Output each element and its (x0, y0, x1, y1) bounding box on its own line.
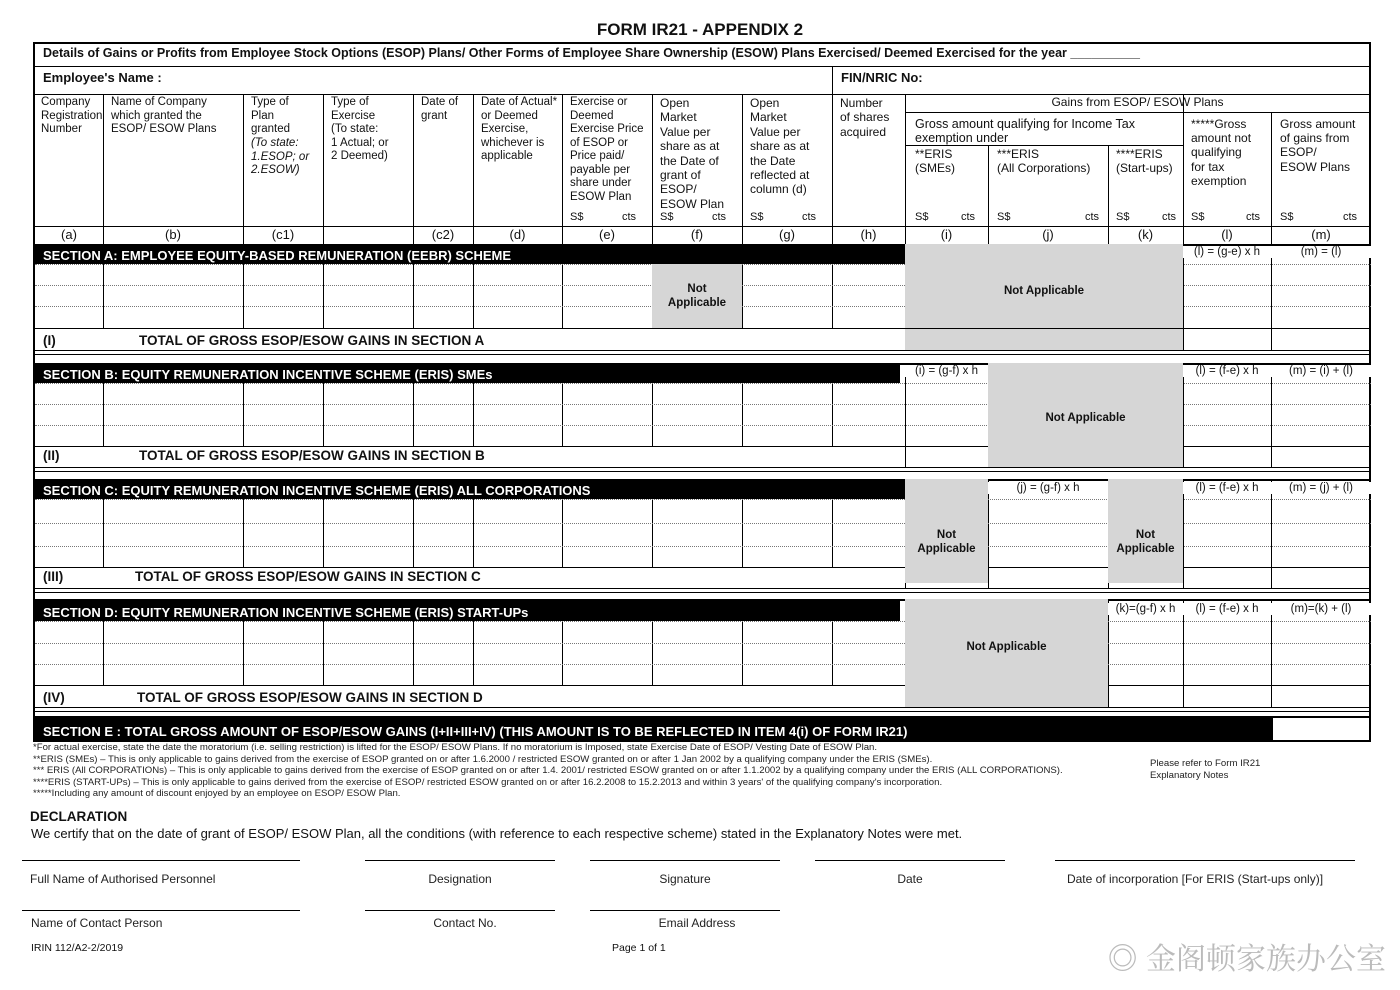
section-a-na-f: Not Applicable (667, 283, 727, 309)
col-letter-k: (k) (1137, 227, 1154, 242)
col-g-cents: cts (802, 211, 817, 223)
section-c-formula-l: (l) = (f-e) x h (1183, 482, 1271, 494)
section-c-formula-j: (j) = (g-f) x h (988, 482, 1108, 494)
watermark-text: 金阁顿家族办公室 (1146, 943, 1386, 976)
section-d-na-ij: Not Applicable (966, 641, 1047, 653)
section-e-title: SECTION E : TOTAL GROSS AMOUNT OF ESOP/ESOW GAINS (I+II+III+IV) (THIS AMOUNT IS TO BE REFLECTED IN ITEM 4(i) OF FORM IR21) (35, 718, 1273, 742)
col-k-header: ****ERIS (Start-ups) (1116, 147, 1173, 175)
col-b-header: Name of Company which granted the ESOP/ ESOW Plans (111, 96, 217, 135)
section-a-total-label: TOTAL OF GROSS ESOP/ESOW GAINS IN SECTION A (139, 333, 485, 348)
section-d-formula-k: (k)=(g-f) x h (1108, 603, 1183, 615)
col-f-currency: S$ (660, 211, 674, 223)
section-b-total-num: (II) (43, 448, 60, 463)
col-letter-e: (e) (599, 227, 615, 242)
fin-nric-label: FIN/NRIC No: (841, 70, 923, 85)
designation-field[interactable]: Designation (428, 872, 492, 886)
col-letter-g: (g) (779, 227, 795, 242)
col-h-header: Number of shares acquired (840, 96, 890, 139)
signature-field[interactable]: Signature (659, 872, 711, 886)
col-i-currency: S$ (915, 211, 929, 223)
col-l-currency: S$ (1191, 211, 1205, 223)
employee-name-label: Employee's Name : (43, 70, 162, 85)
col-f-cents: cts (712, 211, 727, 223)
section-c-na-k: Not Applicable (1116, 529, 1175, 555)
incorporation-date-field[interactable]: Date of incorporation [For ERIS (Start-ups only)] (1066, 872, 1324, 886)
col-f-header: Open Market Value per share as at the Date of grant of ESOP/ ESOW Plan (660, 96, 725, 211)
footnote-2: **ERIS (SMEs) – This is only applicable to gains derived from the exercise of ESOP granted on or after 1.6.2000 / restricted ESOW granted on or after 1 Jan 2002 by a qualifying company under the ERIS (SMEs). (33, 753, 933, 765)
col-c2-header: Type of Exercise (To state: 1 Actual; or 2 Deemed) (331, 96, 389, 162)
col-m-currency: S$ (1280, 211, 1294, 223)
section-d-title: SECTION D: EQUITY REMUNERATION INCENTIVE SCHEME (ERIS) START-UPs (35, 601, 900, 621)
col-j-currency: S$ (997, 211, 1011, 223)
watermark (1108, 934, 1386, 978)
section-d-total-num: (IV) (43, 690, 65, 705)
section-a-na-ijk: Not Applicable (1003, 285, 1085, 297)
section-b-formula-l: (l) = (f-e) x h (1183, 365, 1271, 377)
section-b-formula-i: (i) = (g-f) x h (905, 365, 988, 377)
section-d-formula-m: (m)=(k) + (l) (1271, 603, 1371, 615)
section-a-title: SECTION A: EMPLOYEE EQUITY-BASED REMUNERATION (EEBR) SCHEME (35, 244, 905, 264)
email-field[interactable]: Email Address (658, 916, 736, 930)
col-j-cents: cts (1085, 211, 1100, 223)
footnote-4: ****ERIS (START-UPs) – This is only applicable to gains derived from the exercise of ESOP/ restricted ESOW granted on or after 16.2.2008 to 15.2.2013 and within 3 years' of the qualifying company's incorporation. (33, 776, 943, 788)
col-l-cents: cts (1246, 211, 1261, 223)
section-b-total-label: TOTAL OF GROSS ESOP/ESOW GAINS IN SECTION B (139, 448, 485, 463)
details-heading: Details of Gains or Profits from Employee Stock Options (ESOP) Plans/ Other Forms of Employee Share Ownership (ESOW) Plans Exercised/ Deemed Exercised for the year __________ (43, 46, 1140, 60)
section-a-total-num: (I) (43, 333, 56, 348)
section-c-na-i: Not Applicable (917, 529, 976, 555)
col-e-currency: S$ (570, 211, 584, 223)
section-c-title: SECTION C: EQUITY REMUNERATION INCENTIVE SCHEME (ERIS) ALL CORPORATIONS (35, 479, 905, 499)
contact-no-field[interactable]: Contact No. (433, 916, 497, 930)
section-a-formula-m: (m) = (l) (1271, 246, 1371, 258)
col-letter-j: (j) (1042, 227, 1054, 242)
weibo-icon: ◎ (1107, 943, 1138, 976)
col-letter-i: (i) (940, 227, 953, 242)
form-code: IRIN 112/A2-2/2019 (31, 942, 124, 954)
section-c-total-label: TOTAL OF GROSS ESOP/ESOW GAINS IN SECTION C (135, 569, 481, 584)
section-b-na-jk: Not Applicable (1045, 412, 1126, 424)
page-number: Page 1 of 1 (612, 942, 666, 954)
date-field[interactable]: Date (897, 872, 923, 886)
col-grant-date-header: Date of grant (421, 96, 459, 122)
col-m-header: Gross amount of gains from ESOP/ ESOW Plans (1280, 117, 1356, 174)
col-g-header: Open Market Value per share as at the Date reflected at column (d) (750, 96, 810, 197)
section-a-formula-l: (l) = (g-e) x h (1183, 246, 1271, 258)
col-letter-c1: (c1) (271, 227, 295, 242)
form-table (33, 42, 1371, 742)
col-c1-note: (To state: 1.ESOP; or 2.ESOW) (251, 137, 310, 176)
gross-qualifying-header: Gross amount qualifying for Income Tax exemption under (915, 117, 1136, 145)
col-letter-c2: (c2) (431, 227, 455, 242)
section-b-title: SECTION B: EQUITY REMUNERATION INCENTIVE SCHEME (ERIS) SMEs (35, 363, 900, 383)
col-e-header: Exercise or Deemed Exercise Price of ESOP or Price paid/ payable per share under ESOW Plan (570, 96, 644, 203)
col-letter-l: (l) (1221, 227, 1233, 242)
section-d-formula-l: (l) = (f-e) x h (1183, 603, 1271, 615)
gains-header: Gains from ESOP/ ESOW Plans (1051, 95, 1224, 109)
declaration-title: DECLARATION (30, 809, 128, 824)
section-c-formula-m: (m) = (j) + (l) (1271, 482, 1371, 494)
footnote-1: *For actual exercise, state the date the moratorium (i.e. selling restriction) is lifted for the ESOP/ ESOW Plans. If no moratorium is Imposed, state Exercise Date of ESOP/ Vesting Date of ESOW Plan. (33, 742, 878, 753)
col-letter-f: (f) (690, 227, 704, 242)
section-c-total-num: (III) (43, 569, 64, 584)
footnotes (33, 742, 1063, 800)
section-b-formula-m: (m) = (i) + (l) (1271, 365, 1371, 377)
col-i-cents: cts (961, 211, 976, 223)
declaration-text: We certify that on the date of grant of ESOP/ ESOW Plan, all the conditions (with reference to each respective scheme) stated in the Explanatory Notes were met. (31, 826, 963, 841)
col-e-cents: cts (622, 211, 637, 223)
col-k-currency: S$ (1116, 211, 1130, 223)
col-letter-m: (m) (1311, 227, 1331, 242)
col-m-cents: cts (1343, 211, 1358, 223)
col-letter-a: (a) (61, 227, 77, 242)
col-letter-b: (b) (165, 227, 181, 242)
contact-person-field[interactable]: Name of Contact Person (31, 916, 163, 930)
form-title: FORM IR21 - APPENDIX 2 (596, 20, 804, 39)
full-name-field[interactable]: Full Name of Authorised Personnel (30, 872, 216, 886)
col-letter-h: (h) (860, 227, 877, 242)
col-c1-header: Type of Plan granted (251, 96, 291, 135)
refer-note: Please refer to Form IR21 Explanatory Notes (1150, 758, 1261, 781)
col-j-header: ***ERIS (All Corporations) (997, 147, 1091, 175)
col-i-header: **ERIS (SMEs) (915, 147, 955, 175)
section-d-total-label: TOTAL OF GROSS ESOP/ESOW GAINS IN SECTION D (137, 690, 483, 705)
col-g-currency: S$ (750, 211, 764, 223)
col-d-header: Date of Actual* or Deemed Exercise, whichever is applicable (481, 96, 558, 162)
col-letter-d: (d) (509, 227, 526, 242)
footnote-3: *** ERIS (All CORPORATIONs) – This is only applicable to gains derived from the exercise of ESOP granted on or after 1.4. 2001/ restricted ESOW granted on or after 1.1.2002 by a qualifying company under the ERIS (ALL CORPORATIONS). (33, 765, 1063, 776)
col-k-cents: cts (1162, 211, 1177, 223)
col-l-header: *****Gross amount not qualifying for tax exemption (1191, 117, 1252, 188)
col-a-header: Company Registration Number (41, 96, 103, 135)
footnote-5: *****Including any amount of discount enjoyed by an employee on ESOP/ ESOW Plan. (33, 788, 401, 799)
